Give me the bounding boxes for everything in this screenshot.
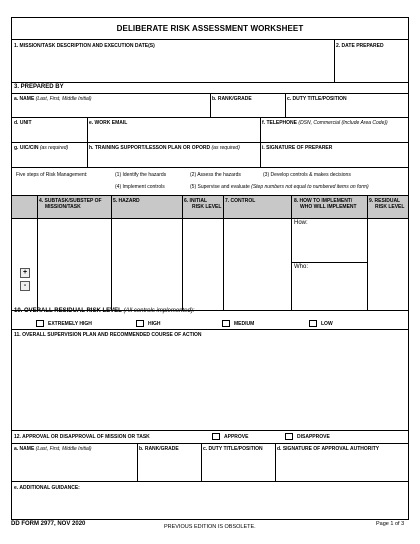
approver-name-label: a. NAME [14, 446, 35, 452]
low-label: LOW [321, 321, 333, 327]
disapprove-label: DISAPPROVE [297, 434, 330, 440]
mission-field[interactable] [14, 43, 155, 49]
col-implement-header: 8. HOW TO IMPLEMENT/ WHO WILL IMPLEMENT [294, 198, 357, 210]
col-residual-risk-header: 9. RESIDUAL RISK LEVEL [369, 198, 405, 210]
preparer-signature-field[interactable] [262, 145, 332, 151]
obsolete-note: PREVIOUS EDITION IS OBSOLETE. [164, 524, 256, 530]
overall-risk-hint: (All controls implemented): [123, 308, 195, 314]
control-cell[interactable] [224, 219, 291, 309]
unit-field[interactable] [14, 120, 32, 126]
how-label: How: [294, 220, 308, 226]
preparer-duty-field[interactable] [287, 96, 347, 102]
approver-signature-label: d. SIGNATURE OF APPROVAL AUTHORITY [277, 446, 380, 452]
step-5: (5) Supervise and evaluate (Step numbers not equal to numbered items on form) [190, 184, 369, 190]
approval-heading: 12. APPROVAL OR DISAPPROVAL OF MISSION OR TASK [14, 434, 150, 440]
high-checkbox[interactable] [136, 320, 144, 327]
extremely-high-label: EXTREMELY HIGH [48, 321, 92, 327]
disapprove-checkbox[interactable] [285, 433, 293, 440]
overall-risk-heading: 10. OVERALL RESIDUAL RISK LEVEL (All controls implemented): [14, 308, 195, 314]
low-checkbox[interactable] [309, 320, 317, 327]
add-row-button[interactable]: + [20, 268, 30, 278]
col-initial-risk-header: 6. INITIAL RISK LEVEL [184, 198, 222, 210]
unit-label: d. UNIT [14, 120, 32, 126]
form-title: DELIBERATE RISK ASSESSMENT WORKSHEET [116, 24, 304, 33]
col-subtask-header: 4. SUBTASK/SUBSTEP OF MISSION/TASK [39, 198, 102, 210]
approver-rank-field[interactable] [139, 446, 179, 452]
page-number: Page 1 of 3 [376, 521, 405, 527]
date-prepared-field[interactable] [336, 43, 384, 49]
col-hazard-header: 5. HAZARD [113, 198, 140, 204]
training-label: h. TRAINING SUPPORT/LESSON PLAN OR OPORD [89, 145, 211, 151]
additional-guidance-label: e. ADDITIONAL GUIDANCE: [14, 485, 80, 491]
preparer-name-hint: (Last, First, Middle Initial) [35, 96, 92, 102]
approver-duty-field[interactable] [203, 446, 263, 452]
approver-duty-label: c. DUTY TITLE/POSITION [203, 446, 263, 452]
preparer-duty-label: c. DUTY TITLE/POSITION [287, 96, 347, 102]
prepared-by-heading: 3. PREPARED BY [14, 84, 64, 90]
form-number: DD FORM 2977, NOV 2020 [11, 521, 86, 527]
approver-name-field[interactable] [14, 446, 92, 452]
risk-assessment-form [11, 17, 409, 520]
work-email-label: e. WORK EMAIL [89, 120, 128, 126]
work-email-field[interactable] [89, 120, 127, 126]
extremely-high-checkbox[interactable] [36, 320, 44, 327]
approver-signature-field[interactable] [277, 446, 379, 452]
hazard-cell[interactable] [112, 219, 182, 309]
training-field[interactable] [89, 145, 240, 151]
subtask-cell[interactable] [38, 219, 111, 309]
telephone-hint: (DSN, Commercial (Include Area Code)) [298, 120, 388, 126]
approve-checkbox[interactable] [212, 433, 220, 440]
col-control-header: 7. CONTROL [225, 198, 256, 204]
additional-guidance-field[interactable] [14, 485, 80, 491]
step-2: (2) Assess the hazards [190, 172, 241, 178]
who-label: Who: [294, 264, 309, 270]
remove-row-button[interactable]: - [20, 281, 30, 291]
supervision-plan-label: 11. OVERALL SUPERVISION PLAN AND RECOMMENDED COURSE OF ACTION [14, 332, 202, 338]
preparer-rank-label: b. RANK/GRADE [212, 96, 252, 102]
uic-hint: (as required) [39, 145, 69, 151]
approve-label: APPROVE [224, 434, 249, 440]
medium-checkbox[interactable] [222, 320, 230, 327]
preparer-name-field[interactable] [14, 96, 92, 102]
initial-risk-cell[interactable] [183, 219, 223, 309]
approver-name-hint: (Last, First, Middle Initial) [35, 446, 92, 452]
high-label: HIGH [148, 321, 161, 327]
preparer-name-label: a. NAME [14, 96, 35, 102]
telephone-label: f. TELEPHONE [262, 120, 298, 126]
step-3: (3) Develop controls & makes decisions [263, 172, 351, 178]
mission-label: 1. MISSION/TASK DESCRIPTION AND EXECUTION DATE(S) [14, 43, 155, 49]
uic-field[interactable] [14, 145, 68, 151]
supervision-plan-field[interactable] [14, 332, 202, 338]
date-prepared-label: 2. DATE PREPARED [336, 43, 384, 49]
residual-risk-cell[interactable] [368, 219, 408, 309]
medium-label: MEDIUM [234, 321, 255, 327]
step-4: (4) Implement controls [115, 184, 165, 190]
step-1: (1) Identify the hazards [115, 172, 167, 178]
preparer-signature-label: i. SIGNATURE OF PREPARER [262, 145, 333, 151]
step-note: (Step numbers not equal to numbered items on form) [251, 184, 369, 190]
telephone-field[interactable] [262, 120, 388, 126]
uic-label: g. UIC/CIN [14, 145, 39, 151]
approver-rank-label: b. RANK/GRADE [139, 446, 179, 452]
steps-intro: Five steps of Risk Management: [16, 172, 88, 178]
training-hint: (as required) [211, 145, 240, 151]
preparer-rank-field[interactable] [212, 96, 252, 102]
